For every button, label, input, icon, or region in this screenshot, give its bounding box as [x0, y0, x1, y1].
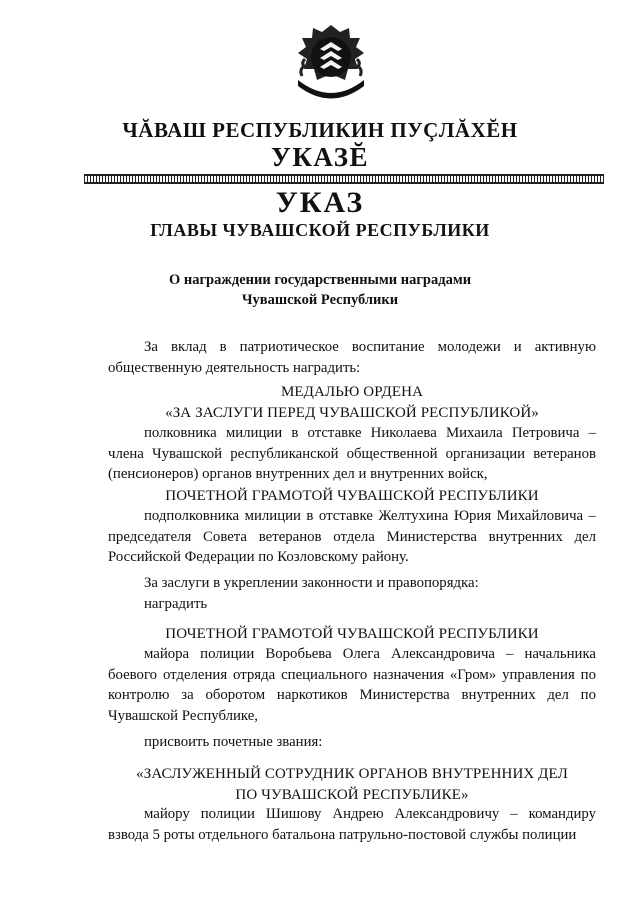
law-line-1: За заслуги в укреплении законности и правопорядка:: [144, 575, 479, 591]
medal-heading-line-1: МЕДАЛЬЮ ОРДЕНА: [280, 384, 424, 400]
intro-paragraph: За вклад в патриотическое воспитание молодежи и активную общественную деятельность наградить:: [108, 339, 596, 376]
header-divider: [84, 174, 604, 184]
honorary-title-line-1: «ЗАСЛУЖЕННЫЙ СОТРУДНИК ОРГАНОВ ВНУТРЕННИХ ДЕЛ: [136, 766, 568, 782]
medal-heading-line-2: «ЗА ЗАСЛУГИ ПЕРЕД ЧУВАШСКОЙ РЕСПУБЛИКОЙ»: [165, 404, 539, 421]
honorary-title-line-2: ПО ЧУВАШСКОЙ РЕСПУБЛИКЕ»: [235, 786, 469, 803]
gramota-heading-2: ПОЧЕТНОЙ ГРАМОТОЙ ЧУВАШСКОЙ РЕСПУБЛИКИ: [165, 626, 539, 642]
chuvash-header-line: ЧĂВАШ РЕСПУБЛИКИН ПУÇЛĂХĔН: [122, 118, 518, 142]
russian-subheading: ГЛАВЫ ЧУВАШСКОЙ РЕСПУБЛИКИ: [150, 220, 490, 240]
russian-ukaz-heading: УКАЗ: [275, 186, 365, 219]
chuvash-ukaze-heading: УКАЗĔ: [271, 142, 369, 172]
gramota-heading-1: ПОЧЕТНОЙ ГРАМОТОЙ ЧУВАШСКОЙ РЕСПУБЛИКИ: [165, 488, 539, 504]
title-line-1: О награждении государственными наградами: [168, 272, 472, 288]
gramota-recipient-paragraph-2: майора полиции Воробьева Олега Александровича – начальника боевого отделения отряда специального назначения «Гром» управления по контролю за оборотом наркотиков Министерства внутренних дел по Чувашской Республике,: [108, 646, 596, 724]
law-line-2: наградить: [144, 595, 208, 612]
honorary-title-heading: [108, 764, 596, 805]
honorary-title-recipient-paragraph: майору полиции Шишову Андрею Александровичу – командиру взвода 5 роты отдельного батальона патрульно-постовой службы полиции: [108, 806, 596, 843]
medal-recipient-paragraph: полковника милиции в отставке Николаева Михаила Петровича – члена Чувашской республиканской общественной организации ветеранов (пенсионеров) органов внутренних дел и внутренних войск,: [108, 425, 596, 482]
coat-of-arms-icon: [292, 22, 370, 104]
law-paragraph: [108, 573, 596, 614]
title-line-2: Чувашской Республики: [241, 292, 399, 308]
titles-intro-paragraph: присвоить почетные звания:: [144, 734, 323, 750]
medal-heading: [108, 382, 596, 423]
gramota-recipient-paragraph-1: подполковника милиции в отставке Желтухина Юрия Михайловича – председателя Совета ветеранов отдела Министерства внутренних дел Российской Федерации по Козловскому району.: [108, 508, 596, 565]
document-title: [0, 270, 640, 310]
